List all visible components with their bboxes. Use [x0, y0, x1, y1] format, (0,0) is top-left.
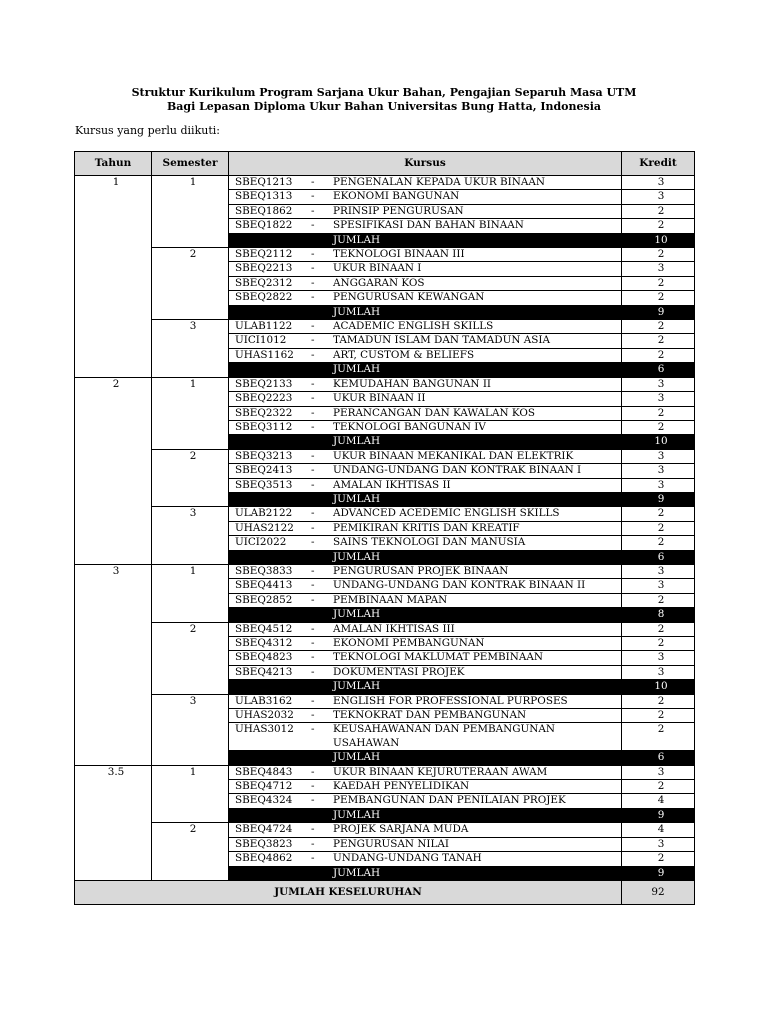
course-kredit: 2: [622, 348, 695, 362]
course-kredit: 2: [622, 723, 695, 751]
course-dash: -: [311, 665, 315, 678]
course-dash: -: [311, 420, 315, 433]
jumlah-value: 8: [622, 608, 695, 622]
jumlah-value: 6: [622, 363, 695, 377]
course-kredit: 2: [622, 521, 695, 535]
course-dash: -: [311, 723, 315, 736]
jumlah-value: 9: [622, 866, 695, 880]
course-dash: -: [311, 176, 315, 188]
course-name: TEKNOKRAT DAN PEMBANGUNAN: [333, 709, 527, 722]
course-dash: -: [311, 521, 315, 534]
jumlah-label: JUMLAH: [229, 233, 622, 247]
course-dash: -: [311, 276, 315, 289]
course-name: ACADEMIC ENGLISH SKILLS: [333, 320, 494, 333]
course-kredit: 3: [622, 564, 695, 578]
semester-cell: 2: [152, 449, 229, 507]
course-row: [75, 320, 695, 334]
course-kredit: 2: [622, 334, 695, 348]
course-code: SBEQ2112: [235, 248, 293, 261]
jumlah-value: 9: [622, 808, 695, 822]
course-row: [75, 248, 695, 262]
course-name: SPESIFIKASI DAN BAHAN BINAAN: [333, 219, 524, 232]
course-dash: -: [311, 291, 315, 304]
course-kredit: 3: [622, 262, 695, 276]
course-row: [75, 377, 695, 391]
course-dash: -: [311, 765, 315, 778]
semester-cell: 1: [152, 765, 229, 823]
tahun-cell: 1: [75, 176, 152, 378]
course-cell: [229, 377, 622, 391]
semester-cell: 3: [152, 507, 229, 565]
course-kredit: 3: [622, 464, 695, 478]
jumlah-value: 10: [622, 435, 695, 449]
course-cell: [229, 320, 622, 334]
course-kredit: 2: [622, 507, 695, 521]
course-name: PROJEK SARJANA MUDA: [333, 823, 469, 836]
course-code: UHAS2122: [235, 521, 294, 534]
course-code: SBEQ3513: [235, 478, 293, 491]
course-name: AMALAN IKHTISAS II: [333, 478, 451, 491]
course-code: SBEQ4823: [235, 651, 293, 664]
course-code: SBEQ2223: [235, 392, 293, 405]
course-cell: [229, 190, 622, 204]
course-name: TEKNOLOGI BANGUNAN IV: [333, 420, 486, 433]
course-dash: -: [311, 637, 315, 649]
jumlah-value: 10: [622, 233, 695, 247]
course-cell: [229, 420, 622, 434]
course-cell: [229, 276, 622, 290]
course-dash: -: [311, 348, 315, 361]
course-code: ULAB2122: [235, 507, 293, 520]
course-name: EKONOMI BANGUNAN: [333, 190, 460, 203]
course-kredit: 2: [622, 248, 695, 262]
course-name: UKUR BINAAN I: [333, 262, 422, 275]
jumlah-label: JUMLAH: [229, 492, 622, 506]
course-cell: [229, 852, 622, 866]
header-tahun: Tahun: [75, 152, 152, 176]
course-code: SBEQ2322: [235, 406, 293, 419]
course-row: [75, 449, 695, 463]
header-kursus: Kursus: [229, 152, 622, 176]
course-kredit: 2: [622, 536, 695, 550]
course-kredit: 2: [622, 694, 695, 708]
course-dash: -: [311, 694, 315, 707]
course-cell: [229, 521, 622, 535]
jumlah-label: JUMLAH: [229, 808, 622, 822]
course-cell: [229, 723, 622, 751]
course-name: DOKUMENTASI PROJEK: [333, 665, 465, 678]
jumlah-label: JUMLAH: [229, 608, 622, 622]
header-kredit: Kredit: [622, 152, 695, 176]
course-kredit: 3: [622, 190, 695, 204]
course-dash: -: [311, 579, 315, 592]
course-dash: -: [311, 406, 315, 419]
course-cell: [229, 406, 622, 420]
course-name: PENGENALAN KEPADA UKUR BINAAN: [333, 176, 545, 188]
course-name: ANGGARAN KOS: [333, 276, 425, 289]
table-body: [75, 176, 695, 881]
course-code: SBEQ1313: [235, 190, 293, 203]
course-name: PEMBANGUNAN DAN PENILAIAN PROJEK: [333, 794, 566, 807]
tahun-cell: 3: [75, 564, 152, 765]
tahun-cell: 2: [75, 377, 152, 564]
title-line-2: Bagi Lepasan Diploma Ukur Bahan Universitas Bung Hatta, Indonesia: [166, 99, 602, 113]
course-name: PRINSIP PENGURUSAN: [333, 204, 464, 217]
course-name: PENGURUSAN PROJEK BINAAN: [333, 564, 509, 577]
course-name: EKONOMI PEMBANGUNAN: [333, 637, 485, 649]
course-dash: -: [311, 622, 315, 635]
course-code: SBEQ3833: [235, 564, 293, 577]
course-name: PENGURUSAN NILAI: [333, 837, 450, 850]
course-code: SBEQ3213: [235, 449, 293, 462]
course-code: SBEQ2213: [235, 262, 293, 275]
semester-cell: 2: [152, 622, 229, 694]
jumlah-label: JUMLAH: [229, 550, 622, 564]
semester-cell: 3: [152, 694, 229, 765]
course-name: UKUR BINAAN KEJURUTERAAN AWAM: [333, 765, 548, 778]
course-code: UHAS1162: [235, 348, 294, 361]
course-kredit: 2: [622, 709, 695, 723]
course-kredit: 2: [622, 593, 695, 607]
course-kredit: 4: [622, 794, 695, 808]
course-dash: -: [311, 564, 315, 577]
title-line-1: Struktur Kurikulum Program Sarjana Ukur Bahan, Pengajian Separuh Masa UTM: [131, 86, 637, 99]
course-dash: -: [311, 248, 315, 261]
course-code: SBEQ2133: [235, 377, 293, 390]
jumlah-label: JUMLAH: [229, 305, 622, 319]
course-dash: -: [311, 464, 315, 477]
course-cell: [229, 637, 622, 651]
course-cell: [229, 334, 622, 348]
jumlah-label: JUMLAH: [229, 866, 622, 880]
course-code: SBEQ4312: [235, 637, 293, 649]
course-name: UNDANG-UNDANG DAN KONTRAK BINAAN II: [333, 579, 586, 592]
course-code: UICI1012: [235, 334, 287, 347]
course-cell: [229, 651, 622, 665]
course-cell: [229, 564, 622, 578]
course-cell: [229, 593, 622, 607]
course-dash: -: [311, 536, 315, 549]
course-dash: -: [311, 392, 315, 405]
course-dash: -: [311, 651, 315, 664]
jumlah-label: JUMLAH: [229, 680, 622, 694]
course-kredit: 2: [622, 420, 695, 434]
course-dash: -: [311, 852, 315, 865]
course-name: UNDANG-UNDANG DAN KONTRAK BINAAN I: [333, 464, 582, 477]
course-dash: -: [311, 219, 315, 232]
course-kredit: 2: [622, 622, 695, 636]
course-cell: [229, 219, 622, 233]
course-code: SBEQ2413: [235, 464, 293, 477]
course-cell: [229, 579, 622, 593]
course-cell: [229, 262, 622, 276]
course-name: UNDANG-UNDANG TANAH: [333, 852, 482, 865]
course-name: PEMBINAAN MAPAN: [333, 593, 448, 606]
course-kredit: 2: [622, 204, 695, 218]
semester-cell: 1: [152, 564, 229, 622]
course-kredit: 3: [622, 651, 695, 665]
course-cell: [229, 622, 622, 636]
course-code: SBEQ4712: [235, 780, 293, 793]
course-code: SBEQ4413: [235, 579, 293, 592]
course-cell: [229, 665, 622, 679]
course-dash: -: [311, 794, 315, 807]
course-name: UKUR BINAAN II: [333, 392, 426, 405]
course-cell: [229, 837, 622, 851]
course-kredit: 2: [622, 780, 695, 794]
course-kredit: 3: [622, 665, 695, 679]
course-dash: -: [311, 780, 315, 793]
course-kredit: 2: [622, 637, 695, 651]
course-row: [75, 564, 695, 578]
course-row: [75, 507, 695, 521]
course-name: KEMUDAHAN BANGUNAN II: [333, 377, 492, 390]
course-code: ULAB1122: [235, 320, 293, 333]
course-name: ENGLISH FOR PROFESSIONAL PURPOSES: [333, 694, 568, 707]
jumlah-label: JUMLAH: [229, 751, 622, 765]
course-cell: [229, 392, 622, 406]
course-code: SBEQ4862: [235, 852, 293, 865]
course-kredit: 3: [622, 176, 695, 190]
header-semester: Semester: [152, 152, 229, 176]
course-kredit: 3: [622, 377, 695, 391]
course-kredit: 2: [622, 406, 695, 420]
course-row: [75, 176, 695, 190]
course-name: TEKNOLOGI MAKLUMAT PEMBINAAN: [333, 651, 543, 664]
course-name: SAINS TEKNOLOGI DAN MANUSIA: [333, 536, 526, 549]
course-cell: [229, 449, 622, 463]
course-code: SBEQ4843: [235, 765, 293, 778]
intro-text: Kursus yang perlu diikuti:: [75, 124, 220, 137]
course-cell: [229, 204, 622, 218]
course-dash: -: [311, 377, 315, 390]
course-name: ADVANCED ACEDEMIC ENGLISH SKILLS: [333, 507, 560, 520]
course-cell: [229, 794, 622, 808]
course-code: SBEQ1213: [235, 176, 293, 188]
course-name: KEUSAHAWANAN DAN PEMBANGUNAN USAHAWAN: [333, 723, 555, 749]
course-code: SBEQ4213: [235, 665, 293, 678]
course-kredit: 2: [622, 276, 695, 290]
course-dash: -: [311, 334, 315, 347]
grand-total-label: JUMLAH KESELURUHAN: [75, 880, 622, 904]
course-code: SBEQ4724: [235, 823, 293, 836]
course-dash: -: [311, 478, 315, 491]
course-row: [75, 765, 695, 779]
course-dash: -: [311, 320, 315, 333]
jumlah-value: 6: [622, 751, 695, 765]
course-code: SBEQ3823: [235, 837, 293, 850]
course-row: [75, 823, 695, 837]
course-dash: -: [311, 507, 315, 520]
course-dash: -: [311, 837, 315, 850]
course-kredit: 2: [622, 320, 695, 334]
course-code: SBEQ4324: [235, 794, 293, 807]
course-kredit: 3: [622, 765, 695, 779]
jumlah-value: 6: [622, 550, 695, 564]
jumlah-value: 9: [622, 305, 695, 319]
course-kredit: 3: [622, 449, 695, 463]
course-cell: [229, 464, 622, 478]
course-kredit: 3: [622, 579, 695, 593]
jumlah-value: 9: [622, 492, 695, 506]
semester-cell: 1: [152, 377, 229, 449]
course-code: SBEQ2852: [235, 593, 293, 606]
course-cell: [229, 536, 622, 550]
course-kredit: 2: [622, 852, 695, 866]
course-kredit: 3: [622, 478, 695, 492]
course-cell: [229, 478, 622, 492]
grand-total-value: 92: [622, 880, 695, 904]
course-code: UICI2022: [235, 536, 287, 549]
course-cell: [229, 765, 622, 779]
course-code: UHAS3012: [235, 723, 294, 736]
course-name: KAEDAH PENYELIDIKAN: [333, 780, 470, 793]
jumlah-label: JUMLAH: [229, 435, 622, 449]
course-kredit: 3: [622, 837, 695, 851]
course-dash: -: [311, 593, 315, 606]
course-name: AMALAN IKHTISAS III: [333, 622, 455, 635]
course-code: SBEQ4512: [235, 622, 293, 635]
course-cell: [229, 823, 622, 837]
curriculum-table: [74, 151, 695, 905]
course-code: SBEQ1822: [235, 219, 293, 232]
course-cell: [229, 709, 622, 723]
tahun-cell: 3.5: [75, 765, 152, 880]
course-name: TEKNOLOGI BINAAN III: [333, 248, 465, 261]
course-code: SBEQ3112: [235, 420, 293, 433]
course-kredit: 4: [622, 823, 695, 837]
course-cell: [229, 780, 622, 794]
semester-cell: 3: [152, 320, 229, 378]
course-dash: -: [311, 204, 315, 217]
semester-cell: 2: [152, 823, 229, 881]
course-name: PENGURUSAN KEWANGAN: [333, 291, 485, 304]
course-name: PERANCANGAN DAN KAWALAN KOS: [333, 406, 535, 419]
course-code: ULAB3162: [235, 694, 293, 707]
course-cell: [229, 694, 622, 708]
course-dash: -: [311, 190, 315, 203]
document-title: [0, 86, 768, 113]
jumlah-label: JUMLAH: [229, 363, 622, 377]
course-kredit: 2: [622, 291, 695, 305]
semester-cell: 2: [152, 248, 229, 320]
grand-total-row: [75, 880, 695, 904]
course-cell: [229, 176, 622, 190]
course-code: SBEQ1862: [235, 204, 293, 217]
course-name: ART, CUSTOM & BELIEFS: [333, 348, 475, 361]
course-row: [75, 622, 695, 636]
course-dash: -: [311, 823, 315, 836]
jumlah-value: 10: [622, 680, 695, 694]
course-code: SBEQ2822: [235, 291, 293, 304]
semester-cell: 1: [152, 176, 229, 248]
course-dash: -: [311, 449, 315, 462]
course-cell: [229, 348, 622, 362]
header-row: [75, 152, 695, 176]
course-code: SBEQ2312: [235, 276, 293, 289]
course-name: PEMIKIRAN KRITIS DAN KREATIF: [333, 521, 520, 534]
course-cell: [229, 248, 622, 262]
course-cell: [229, 291, 622, 305]
course-dash: -: [311, 262, 315, 275]
course-dash: -: [311, 709, 315, 722]
course-name: UKUR BINAAN MEKANIKAL DAN ELEKTRIK: [333, 449, 574, 462]
course-code: UHAS2032: [235, 709, 294, 722]
course-kredit: 2: [622, 219, 695, 233]
course-name: TAMADUN ISLAM DAN TAMADUN ASIA: [333, 334, 551, 347]
course-cell: [229, 507, 622, 521]
course-kredit: 3: [622, 392, 695, 406]
course-row: [75, 694, 695, 708]
